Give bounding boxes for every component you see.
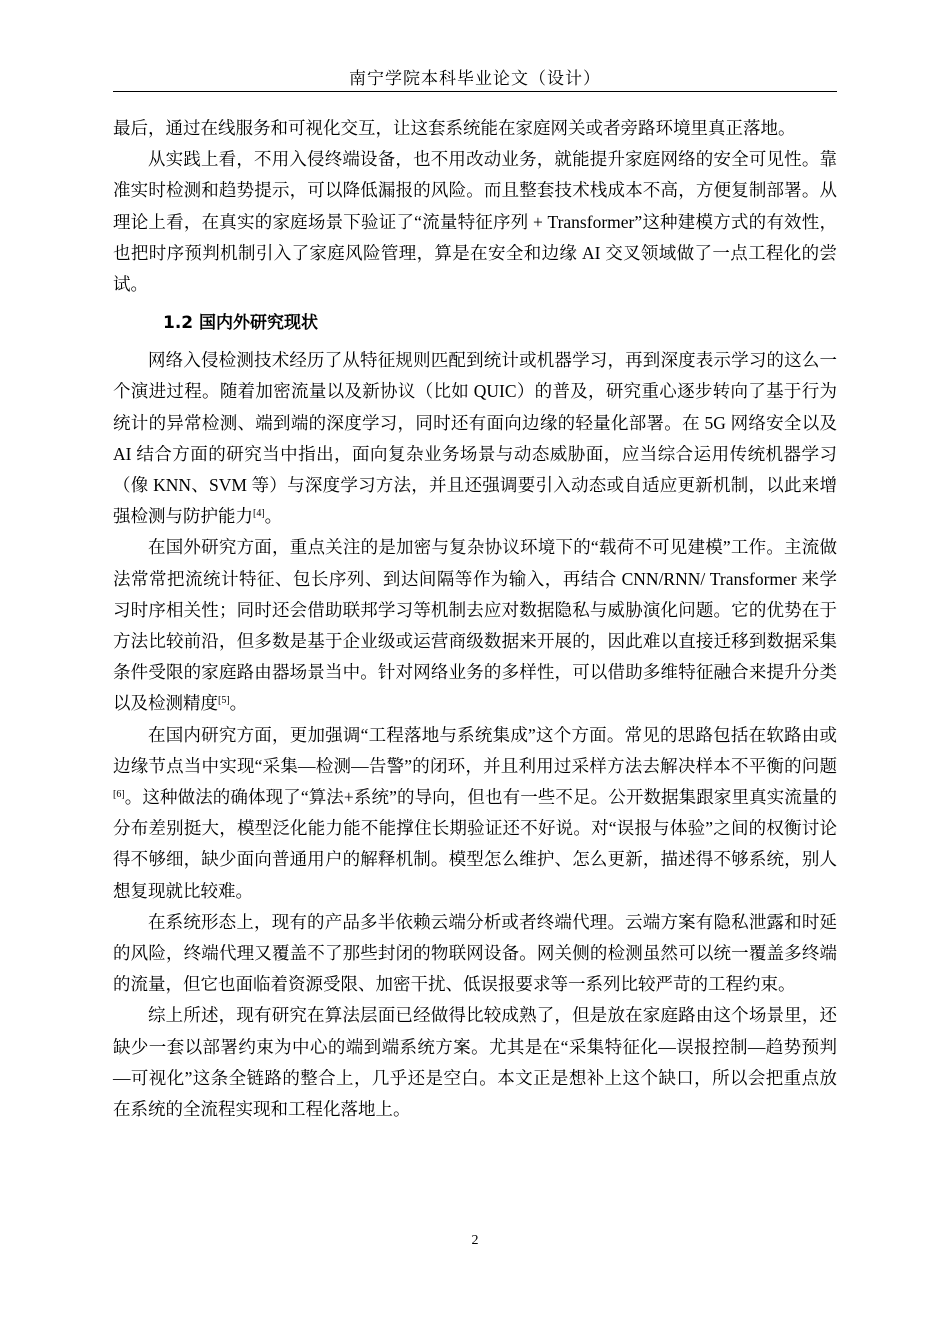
body-text bbox=[113, 113, 837, 1125]
citation-ref: [5] bbox=[218, 695, 230, 707]
paragraph-end: 。 bbox=[264, 506, 283, 527]
paragraph-significance: 从实践上看，不用入侵终端设备，也不用改动业务，就能提升家庭网络的安全可见性。靠准实时检测和趋势提示，可以降低漏报的风险。而且整套技术栈成本不高，方便复制部署。从理论上看，在真实的家庭场景下验证了“流量特征序列 + Transformer”这种建模方式的有效性，也把时序预判机制引入了家庭风险管理，算是在安全和边缘 AI 交叉领域做了一点工程化的尝试。 bbox=[113, 149, 837, 295]
paragraph-domestic-research bbox=[113, 720, 837, 907]
paragraph-text-continued: 。这种做法的确体现了“算法+系统”的导向，但也有一些不足。公开数据集跟家里真实流量的分布差别挺大，模型泛化能力能不能撑住长期验证还不好说。对“误报与体验”之间的权衡讨论得不够细，缺少面向普通用户的解释机制。模型怎么维护、怎么更新，描述得不够系统，别人想复现就比较难。 bbox=[113, 787, 837, 901]
section-heading: 1.2 国内外研究现状 bbox=[163, 313, 319, 334]
paragraph-continued: 最后，通过在线服务和可视化交互，让这套系统能在家庭网关或者旁路环境里真正落地。 bbox=[113, 118, 796, 138]
paragraph-summary: 综上所述，现有研究在算法层面已经做得比较成熟了，但是放在家庭路由这个场景里，还缺少一套以部署约束为中心的端到端系统方案。尤其是在“采集特征化—误报控制—趋势预判—可视化”这条全链路的整合上，几乎还是空白。本文正是想补上这个缺口，所以会把重点放在系统的全流程实现和工程化落地上。 bbox=[113, 1005, 837, 1120]
citation-ref: [6] bbox=[113, 789, 125, 801]
paragraph-text: 在国内研究方面，更加强调“工程落地与系统集成”这个方面。常见的思路包括在软路由或边缘节点当中实现“采集—检测—告警”的闭环，并且利用过采样方法去解决样本不平衡的问题 bbox=[113, 724, 837, 776]
header-divider bbox=[113, 91, 837, 92]
paragraph-end: 。 bbox=[229, 693, 248, 714]
paragraph-system-forms: 在系统形态上，现有的产品多半依赖云端分析或者终端代理。云端方案有隐私泄露和时延的风险，终端代理又覆盖不了那些封闭的物联网设备。网关侧的检测虽然可以统一覆盖多终端的流量，但它也面临着资源受限、加密干扰、低误报要求等一系列比较严苛的工程约束。 bbox=[113, 911, 837, 995]
paragraph-text: 在国外研究方面，重点关注的是加密与复杂协议环境下的“载荷不可见建模”工作。主流做法常常把流统计特征、包长序列、到达间隔等作为输入，再结合 CNN/RNN/ Transformer 来学习时序相关性；同时还会借助联邦学习等机制去应对数据隐私与威胁演化问题。它的优势在于方法比较前沿，但多数是基于企业级或运营商级数据来开展的，因此难以直接迁移到数据采集条件受限的家庭路由器场景当中。针对网络业务的多样性，可以借助多维特征融合来提升分类以及检测精度 bbox=[113, 537, 837, 714]
paragraph-text: 网络入侵检测技术经历了从特征规则匹配到统计或机器学习，再到深度表示学习的这么一个演进过程。随着加密流量以及新协议（比如 QUIC）的普及，研究重心逐步转向了基于行为统计的异常检测、端到端的深度学习，同时还有面向边缘的轻量化部署。在 5G 网络安全以及 AI 结合方面的研究当中指出，面向复杂业务场景与动态威胁面，应当综合运用传统机器学习（像 KNN、SVM 等）与深度学习方法，并且还强调要引入动态或自适应更新机制，以此来增强检测与防护能力 bbox=[113, 350, 837, 527]
running-header: 南宁学院本科毕业论文（设计） bbox=[349, 69, 601, 88]
page-number: 2 bbox=[471, 1233, 479, 1248]
paragraph-foreign-research bbox=[113, 532, 837, 719]
paragraph-overview bbox=[113, 345, 837, 532]
citation-ref: [4] bbox=[253, 508, 265, 520]
